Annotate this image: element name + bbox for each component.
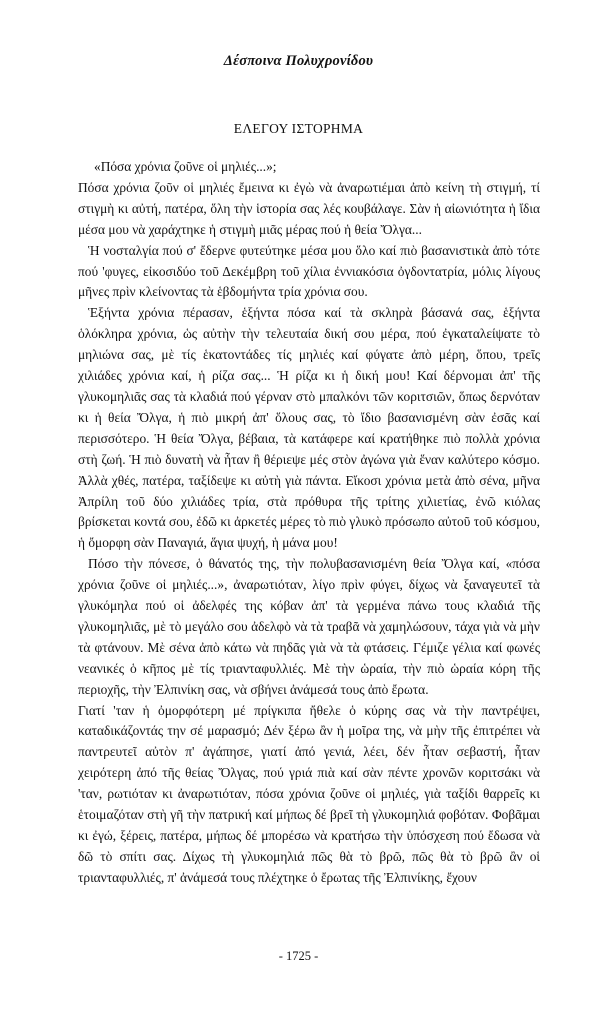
paragraph-1: Πόσα χρόνια ζοῦν οἱ μηλιές ἔμεινα κι ἐγὼ νὰ ἀναρωτιέμαι ἀπὸ κείνη τὴ στιγμή, τί στιγμὴ κι αὐτή, πατέρα, ὅλη τὴν ἱστορία σας λές κουβάλαγε. Σὰν ἡ αἰωνιότητα ἡ ἴδια μέσα μου νὰ χαράχτηκε ἡ στιγμὴ μιᾶς μέρας πού ἡ θεία Ὄλγα... — [78, 179, 540, 237]
author-name: Δέσποινα Πολυχρονίδου — [223, 53, 374, 69]
paragraph-2: Ἡ νοσταλγία πού σ' ἔδερνε φυτεύτηκε μέσα μου ὅλο καί πιὸ βασανιστικὰ ἀπὸ τότε πού 'φυγες, εἰκοσιδύο τοῦ Δεκέμβρη τοῦ χίλια ἐννιακόσια ὀγδοντατρία, μόλις λίγους μῆνες πρὶν κλείνοντας τὰ ἑβδομήντα τρία χρόνια σου. — [78, 242, 540, 300]
story-title: ΕΛΕΓΟΥ ΙΣΤΟΡΗΜΑ — [233, 121, 364, 136]
paragraph-4: Πόσο τὴν πόνεσε, ὁ θάνατός της, τὴν πολυβασανισμένη θεία Ὄλγα καί, «πόσα χρόνια ζοῦνε οἱ μηλιές...», ἀναρωτιόταν, λίγο πρὶν φύγει, δίχως νὰ ξαναγευτεῖ τὰ γλυκόμηλα πού οἱ ἀδελφές της κόβαν ἀπ' τὰ γερμένα πάνω τους κλαδιά τῆς γλυκομηλιᾶς, μὲ τὸ μεγάλο σου ἀδελφὸ νὰ τὰ τραβᾶ νὰ χαμηλώσουν, τάχα γιὰ νὰ μὴν τὰ φτάνουν. Μὲ σένα ἀπὸ κάτω νὰ πηδᾶς γιὰ νὰ τὰ φτάσεις. Γέμιζε γέλια καί φωνές νεανικές ὁ κῆπος μὲ τίς τριανταφυλλιές. Μὲ τὴν ὡραία, τὴν πιὸ ὡραία κόρη τῆς περιοχῆς, τὴν Ἐλπινίκη σας, νὰ σβήνει ἀνάμεσά τους ἀπὸ ἔρωτα. — [78, 556, 540, 697]
paragraph-5: Γιατί 'ταν ἡ ὀμορφότερη μέ πρίγκιπα ἤθελε ὁ κύρης σας νὰ τὴν παντρέψει, καταδικάζοντάς την σέ μαρασμό; Δέν ξέρω ἂν ἡ μοῖρα της, νὰ μὴν τῆς ἐπιτρέπει νὰ παντρευτεῖ αὐτὸν π' ἀγάπησε, γιατί ἀπό γενιά, λέει, δέν ἦταν σεβαστή, ἦταν χειρότερη ἀπό τῆς θείας Ὄλγας, πού γριά πιὰ καί σὰν πέντε χρονῶν κοριτσάκι νὰ 'ταν, ρωτιόταν κι ἀναρωτιόταν, πόσα χρόνια ζοῦνε οἱ μηλιές, γιὰ ταξίδι θαρρεῖς κι ἑτοιμαζόταν στὴ γῆ τὴν πατρική καί μήπως δέ βρεῖ τὴ γλυκομηλιά φοβόταν. Φοβᾶμαι κι ἐγώ, ξέρεις, πατέρα, μήπως δέ μπορέσω νὰ κρατήσω τὴν ὑπόσχεση πού ἔδωσα νὰ δῶ τὸ σπίτι σας. Δίχως τὴ γλυκομηλιά πῶς θὰ τὸ βρῶ, πῶς θὰ τὸ βρῶ ἂν οἱ τριανταφυλλιές, π' ἀνάμεσά τους πλέχτηκε ὁ ἔρωτας τῆς Ἐλπινίκης, ἔχουν — [78, 702, 540, 885]
page-number: - 1725 - — [278, 949, 319, 963]
story-body — [78, 157, 540, 889]
paragraph-3: Ἑξήντα χρόνια πέρασαν, ἑξήντα πόσα καί τὰ σκληρὰ βάσανά σας, ἑξήντα ὁλόκληρα χρόνια, ὡς αὐτὴν τὴν τελευταία δική σου μέρα, πού ἐγκαταλείψατε τὸ μηλιώνα σας, μὲ τίς ἑκατοντάδες τίς μηλιές καί φύγατε ἀπὸ μέρη, ὅπου, τρεῖς χιλιάδες χρόνια καί, ἡ ρίζα σας... Ἡ ρίζα κι ἡ δική μου! Καί δέρνομαι ἀπ' τῆς γλυκομηλιᾶς σας τὰ κλαδιά πού γέρναν στὸ μπαλκόνι τῶν κοριτσιῶν, ὅπως δερνόταν κι ἡ θεία Ὄλγα, ἡ πιὸ μικρή ἀπ' ὅλους σας, τὸ ἴδιο βασανισμένη σὰν ἐσᾶς καί περισσότερο. Ἡ θεία Ὄλγα, βέβαια, τὰ κατάφερε καί κρατήθηκε πιὸ πολλὰ χρόνια στὴ ζωή. Ἡ πιὸ δυνατὴ νὰ ἦταν ἢ θέριεψε μές στὸν ἀγώνα γιὰ ἕναν καλύτερο κόσμο. Ἀλλὰ χθές, πατέρα, ταξίδεψε κι αὐτὴ γιὰ πάντα. Εἴκοσι χρόνια μετὰ ἀπὸ σένα, μῆνα Ἀπρίλη τοῦ δύο χιλιάδες τρία, στὰ πρόθυρα τῆς τρίτης χιλιετίας, ἐνῶ κιόλας βρίσκεται κοντά σου, ἐδῶ κι ἀρκετές μέρες τὸ πιὸ γλυκὸ πρόσωπο αὐτοῦ τοῦ κόσμου, ἡ ὄμορφη σὰν Παναγιά, ἅγια ψυχή, ἡ μάνα μου! — [78, 305, 540, 551]
opening-quote: «Πόσα χρόνια ζοῦνε οἱ μηλιές...»; — [94, 159, 277, 174]
